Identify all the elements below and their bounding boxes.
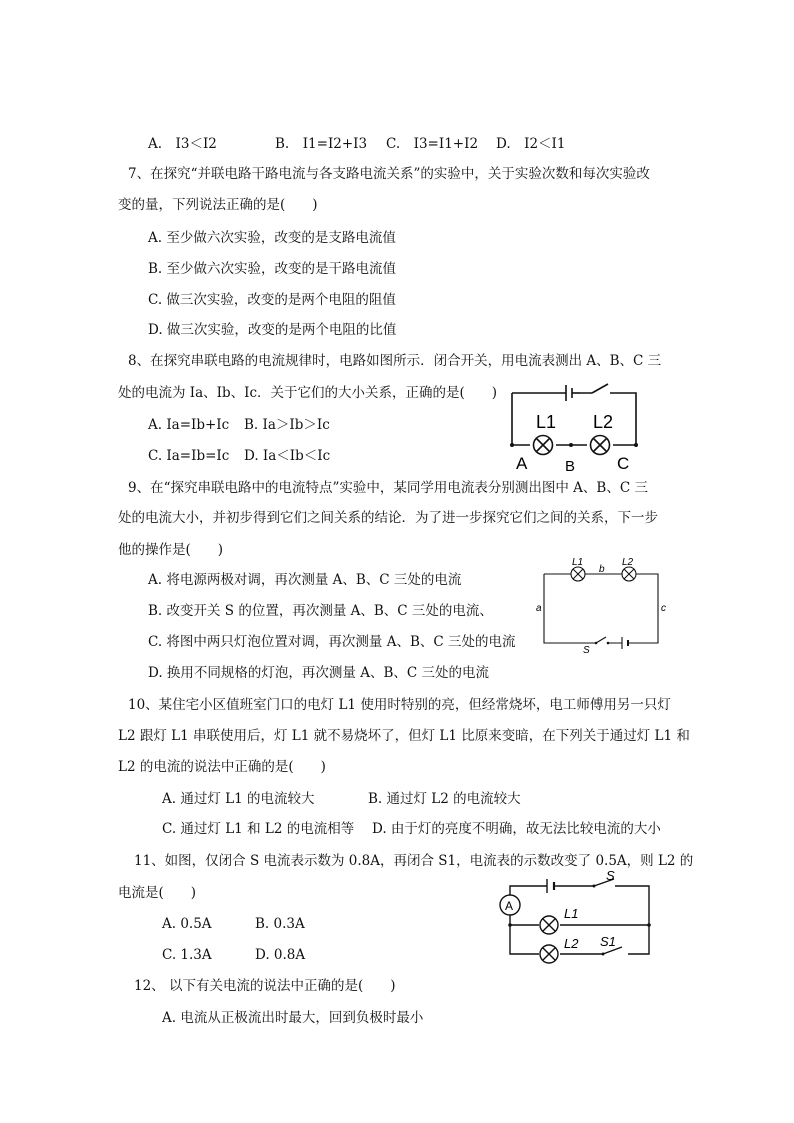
q8-diagram-label-b: B [565, 458, 576, 475]
q12-stem-line1: 12、 以下有关电流的说法中正确的是( ) [134, 978, 396, 994]
q7-option-d: D. 做三次实验，改变的是两个电阻的比值 [148, 322, 397, 338]
q7-stem-line1: 7、在探究“并联电路干路电流与各支路电流关系”的实验中，关于实验次数和每次实验改 [128, 166, 650, 182]
q9-stem-line3: 他的操作是( ) [118, 542, 224, 558]
q8-stem-line1: 8、在探究串联电路的电流规律时，电路如图所示．闭合开关，用电流表测出 A、B、C 三 [128, 353, 662, 369]
q11-option-b: B. 0.3A [255, 916, 305, 932]
q8-circuit-diagram [500, 375, 650, 475]
q6-option-b: B. I1=I2+I3 [275, 136, 368, 152]
q9-diagram-label-a: a [536, 603, 542, 614]
q11-option-d: D. 0.8A [255, 947, 306, 963]
q10-option-a: A. 通过灯 L1 的电流较大 [162, 791, 315, 807]
q11-circuit-diagram [494, 868, 654, 968]
q9-stem-line2: 处的电流大小，并初步得到它们之间关系的结论．为了进一步探究它们之间的关系，下一步 [118, 510, 658, 526]
q8-option-d: D. Ia＜Ib＜Ic [244, 448, 331, 464]
q11-stem-line2: 电流是( ) [118, 885, 197, 901]
q9-diagram-label-s: S [583, 645, 590, 656]
q8-option-a: A. Ia=Ib+Ic [148, 417, 230, 433]
q11-diagram-label-l1: L1 [564, 906, 579, 921]
q12-option-a: A. 电流从正极流出时最大，回到负极时最小 [162, 1010, 424, 1026]
q10-stem-line3: L2 的电流的说法中正确的是( ) [118, 759, 326, 775]
q9-diagram-label-c: c [661, 603, 666, 614]
q7-option-b: B. 至少做六次实验，改变的是干路电流值 [148, 261, 397, 277]
q6-option-a: A. I3＜I2 [148, 136, 217, 152]
q7-option-c: C. 做三次实验，改变的是两个电阻的阻值 [148, 292, 396, 308]
q9-option-b: B. 改变开关 S 的位置，再次测量 A、B、C 三处的电流、 [148, 603, 493, 619]
q8-stem-line2: 处的电流为 Ia、Ib、Ic．关于它们的大小关系，正确的是( ) [118, 385, 498, 401]
q9-option-c: C. 将图中两只灯泡位置对调，再次测量 A、B、C 三处的电流 [148, 634, 516, 650]
q10-stem-line1: 10、某住宅小区值班室门口的电灯 L1 使用时特别的亮，但经常烧坏，电工师傅用另一只灯 [128, 697, 671, 713]
q11-stem-line1: 11、如图，仅闭合 S 电流表示数为 0.8A，再闭合 S1，电流表的示数改变了 0.5A，则 L2 的 [134, 853, 694, 869]
q10-option-c: C. 通过灯 L1 和 L2 的电流相等 [162, 821, 355, 837]
q8-diagram-label-l1: L1 [536, 412, 557, 432]
q10-option-d: D. 由于灯的亮度不明确，故无法比较电流的大小 [372, 821, 661, 837]
q9-diagram-label-b: b [599, 564, 605, 575]
q10-stem-line2: L2 跟灯 L1 串联使用后，灯 L1 就不易烧坏了，但灯 L1 比原来变暗，在下列关于通过灯 L1 和 [118, 728, 690, 744]
q11-option-c: C. 1.3A [162, 947, 212, 963]
q8-diagram-label-l2: L2 [593, 412, 614, 432]
q7-option-a: A. 至少做六次实验，改变的是支路电流值 [148, 230, 396, 246]
q7-stem-line2: 变的量，下列说法正确的是( ) [118, 197, 318, 213]
q9-diagram-label-l1: L1 [572, 557, 584, 568]
q11-option-a: A. 0.5A [162, 916, 212, 932]
q10-option-b: B. 通过灯 L2 的电流较大 [368, 791, 521, 807]
q11-diagram-label-s1: S1 [600, 934, 616, 949]
q8-diagram-label-a: A [516, 454, 528, 473]
q9-diagram-label-l2: L2 [622, 557, 634, 568]
q8-option-b: B. Ia＞Ib＞Ic [244, 417, 330, 433]
q11-diagram-label-l2: L2 [564, 936, 579, 951]
q9-circuit-diagram [530, 556, 670, 656]
q11-diagram-label-s: S [606, 868, 615, 883]
q6-option-d: D. I2＜I1 [496, 136, 566, 152]
q9-option-d: D. 换用不同规格的灯泡，再次测量 A、B、C 三处的电流 [148, 665, 490, 681]
q11-diagram-ammeter-label: A [505, 899, 514, 913]
q9-option-a: A. 将电源两极对调，再次测量 A、B、C 三处的电流 [148, 572, 462, 588]
q9-stem-line1: 9、在“探究串联电路中的电流特点”实验中，某同学用电流表分别测出图中 A、B、C 三 [128, 480, 648, 496]
q8-option-c: C. Ia=Ib=Ic [148, 448, 230, 464]
q6-option-c: C. I3=I1+I2 [386, 136, 479, 152]
q8-diagram-label-c: C [617, 454, 630, 473]
